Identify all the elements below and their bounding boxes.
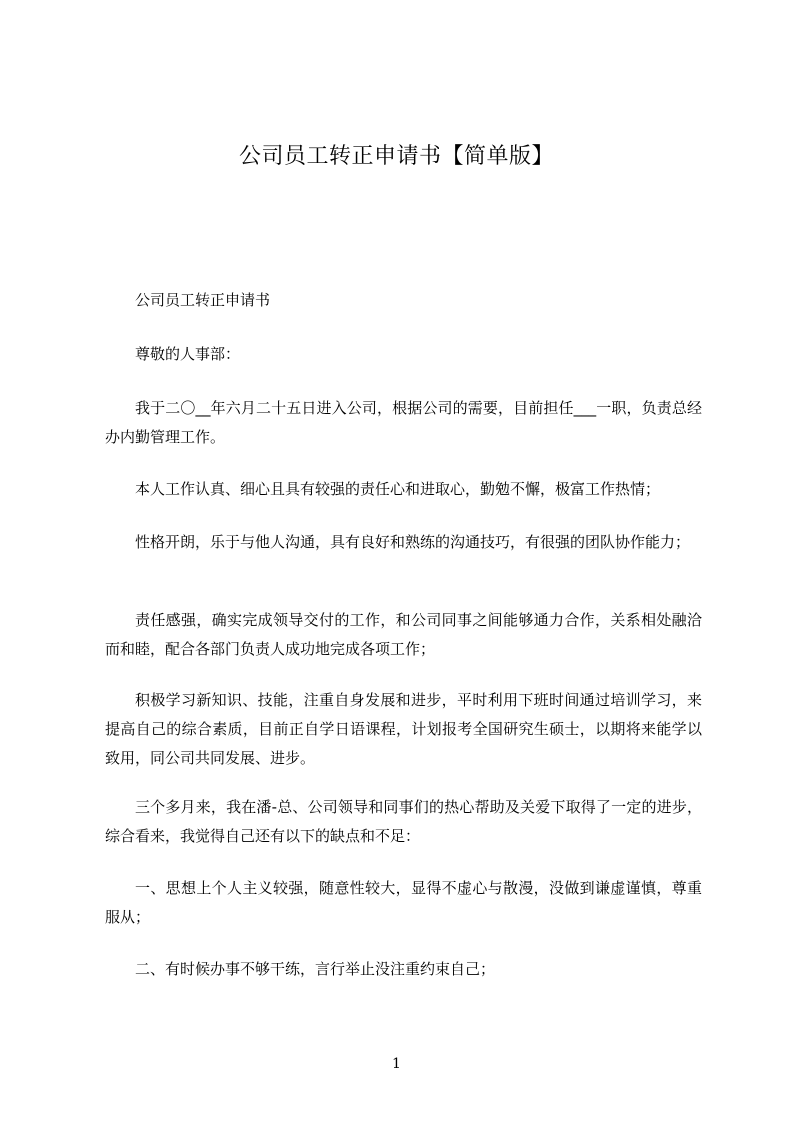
document-title: 公司员工转正申请书【简单版】 (238, 144, 554, 169)
paragraph-responsibility: 责任感强，确实完成领导交付的工作，和公司同事之间能够通力合作，关系相处融洽而和睦，配合各部门负责人成功地完成各项工作； (105, 611, 702, 658)
document-subtitle: 公司员工转正申请书 (135, 291, 271, 309)
paragraph-learning: 积极学习新知识、技能，注重自身发展和进步，平时利用下班时间通过培训学习，来提高自己的综合素质，目前正自学日语课程，计划报考全国研究生硕士，以期将来能学以致用，同公司共同发展、进步。 (105, 691, 702, 767)
paragraph-work-attitude: 本人工作认真、细心且具有较强的责任心和进取心，勤勉不懈，极富工作热情； (135, 480, 661, 498)
salutation: 尊敬的人事部： (135, 345, 241, 363)
paragraph-shortcoming-1: 一、思想上个人主义较强，随意性较大，显得不虚心与散漫，没做到谦虚谨慎，尊重服从； (105, 879, 702, 926)
paragraph-personality: 性格开朗，乐于与他人沟通，具有良好和熟练的沟通技巧，有很强的团队协作能力； (135, 533, 691, 551)
paragraph-intro: 我于二〇__年六月二十五日进入公司，根据公司的需要，目前担任___一职，负责总经办内勤管理工作。 (105, 399, 702, 446)
paragraph-shortcoming-2: 二、有时候办事不够干练，言行举止没注重约束自己； (135, 960, 496, 978)
paragraph-progress: 三个多月来，我在潘-总、公司领导和同事们的热心帮助及关爱下取得了一定的进步，综合看来，我觉得自己还有以下的缺点和不足： (105, 798, 702, 845)
page-number: 1 (392, 1056, 401, 1072)
